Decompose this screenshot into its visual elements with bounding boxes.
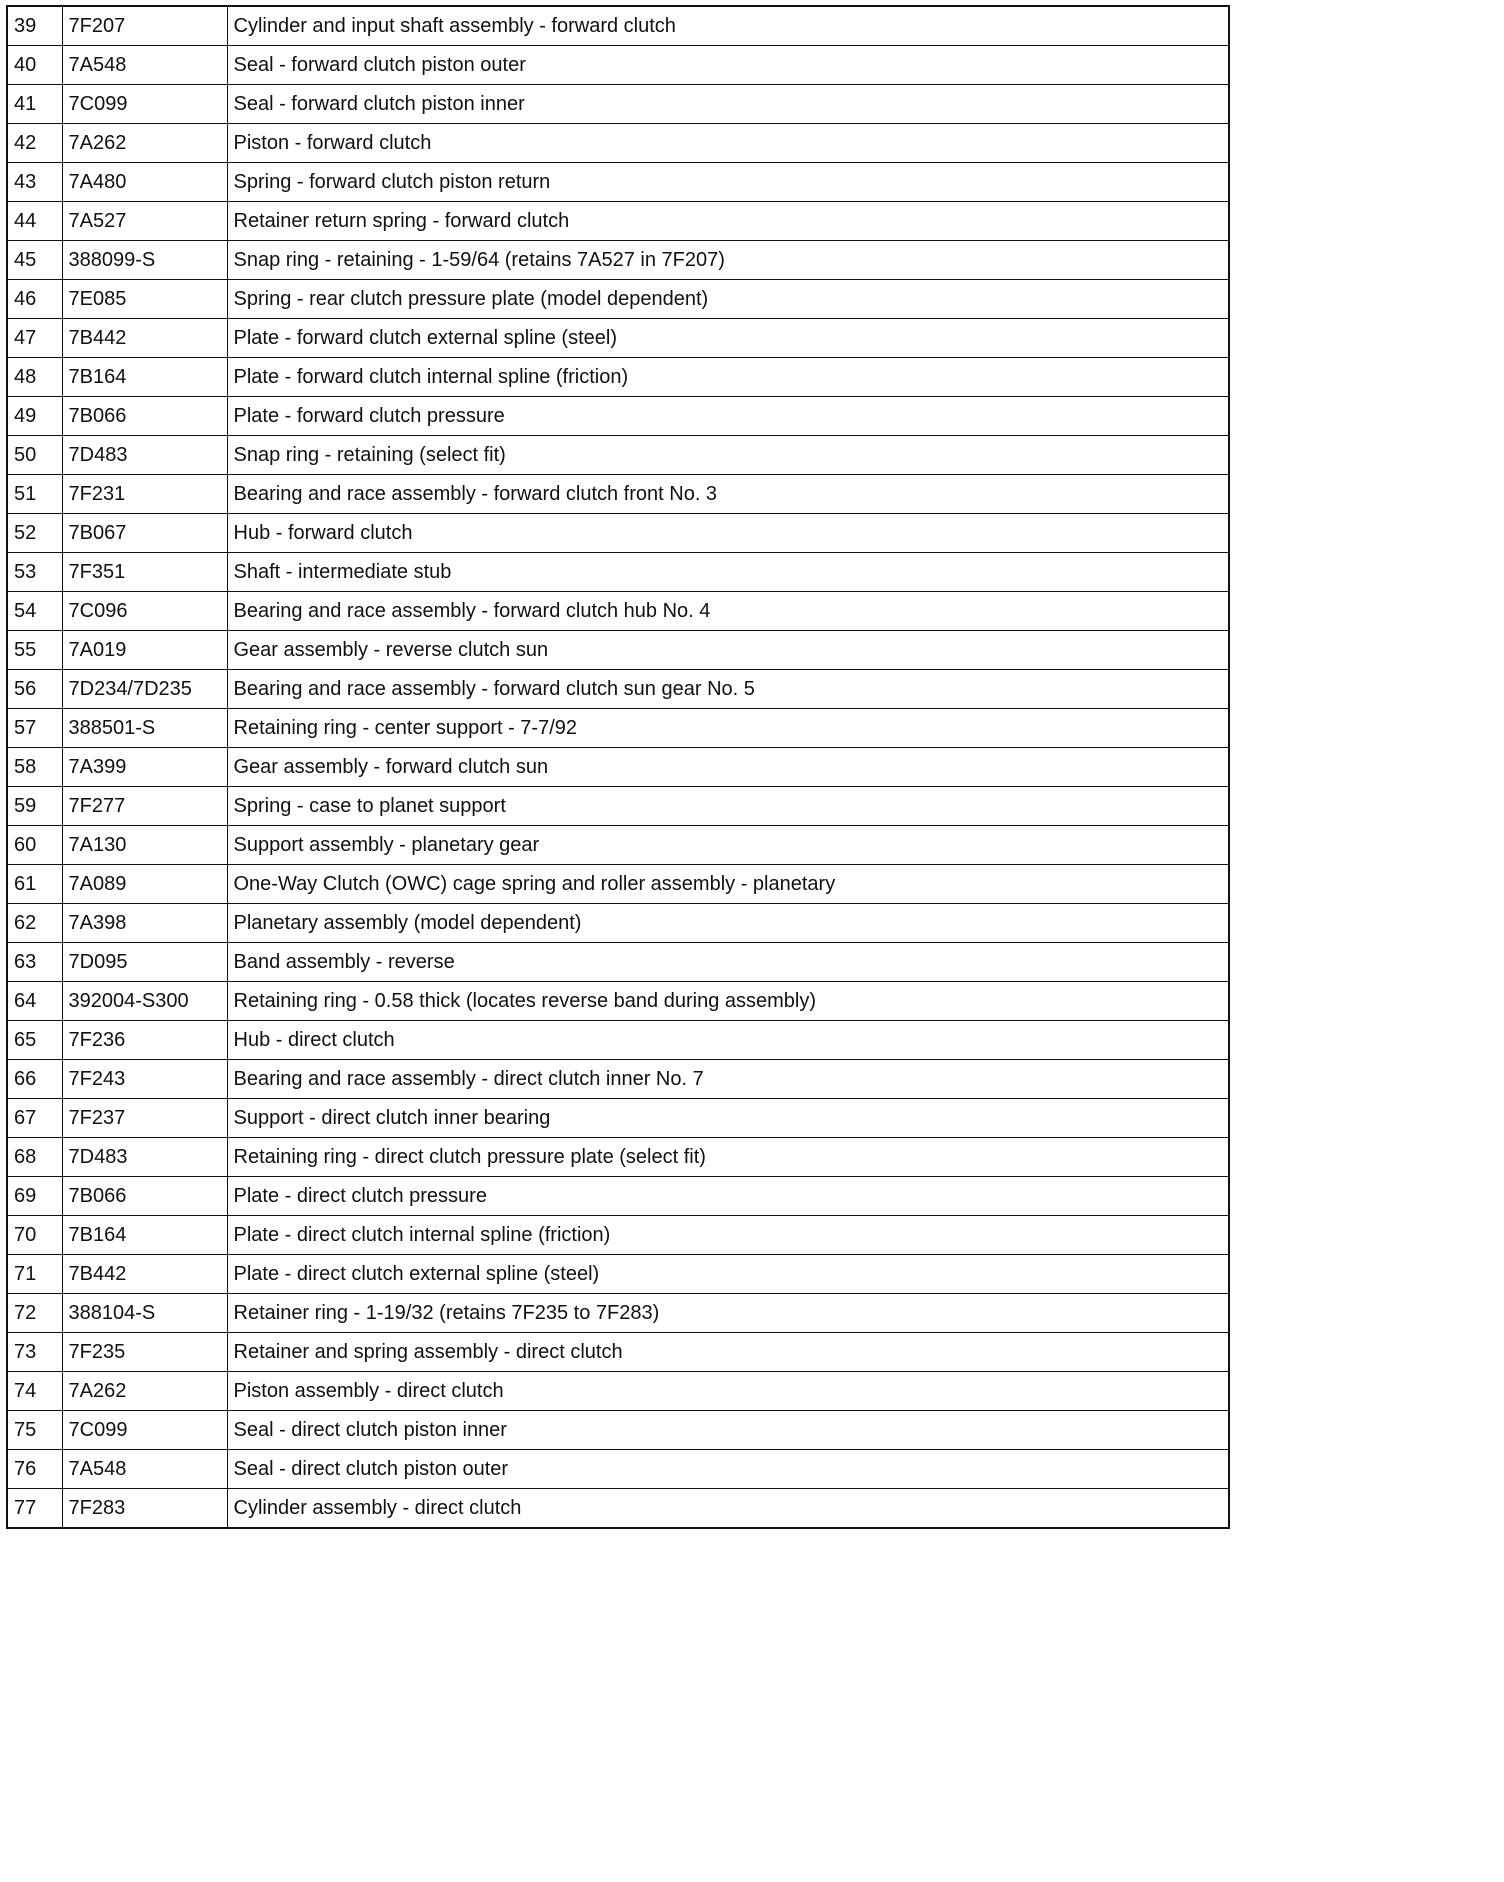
description-cell: Support assembly - planetary gear (227, 826, 1229, 865)
part-number-cell: 7A019 (62, 631, 227, 670)
item-number-cell: 72 (7, 1294, 62, 1333)
part-number-cell: 7C099 (62, 1411, 227, 1450)
item-number-cell: 69 (7, 1177, 62, 1216)
part-number-cell: 7F207 (62, 6, 227, 46)
item-number-cell: 54 (7, 592, 62, 631)
description-cell: Retainer ring - 1-19/32 (retains 7F235 to 7F283) (227, 1294, 1229, 1333)
table-row (7, 1138, 1229, 1177)
table-row (7, 436, 1229, 475)
table-row (7, 787, 1229, 826)
part-number-cell: 7F237 (62, 1099, 227, 1138)
part-number-cell: 7E085 (62, 280, 227, 319)
part-number-cell: 7D095 (62, 943, 227, 982)
part-number-cell: 388501-S (62, 709, 227, 748)
part-number-cell: 7B066 (62, 397, 227, 436)
description-cell: Plate - forward clutch pressure (227, 397, 1229, 436)
table-row (7, 709, 1229, 748)
part-number-cell: 7A548 (62, 46, 227, 85)
description-cell: Cylinder assembly - direct clutch (227, 1489, 1229, 1529)
item-number-cell: 70 (7, 1216, 62, 1255)
description-cell: Gear assembly - forward clutch sun (227, 748, 1229, 787)
description-cell: Hub - direct clutch (227, 1021, 1229, 1060)
table-row (7, 631, 1229, 670)
item-number-cell: 49 (7, 397, 62, 436)
table-row (7, 904, 1229, 943)
description-cell: Piston assembly - direct clutch (227, 1372, 1229, 1411)
table-row (7, 514, 1229, 553)
description-cell: Retaining ring - center support - 7-7/92 (227, 709, 1229, 748)
description-cell: Snap ring - retaining - 1-59/64 (retains 7A527 in 7F207) (227, 241, 1229, 280)
part-number-cell: 7B442 (62, 319, 227, 358)
item-number-cell: 51 (7, 475, 62, 514)
item-number-cell: 61 (7, 865, 62, 904)
part-number-cell: 7B164 (62, 358, 227, 397)
description-cell: Spring - rear clutch pressure plate (model dependent) (227, 280, 1229, 319)
description-cell: Bearing and race assembly - direct clutch inner No. 7 (227, 1060, 1229, 1099)
item-number-cell: 45 (7, 241, 62, 280)
table-row (7, 1372, 1229, 1411)
description-cell: Bearing and race assembly - forward clutch front No. 3 (227, 475, 1229, 514)
item-number-cell: 47 (7, 319, 62, 358)
item-number-cell: 67 (7, 1099, 62, 1138)
part-number-cell: 7F231 (62, 475, 227, 514)
item-number-cell: 46 (7, 280, 62, 319)
part-number-cell: 7C099 (62, 85, 227, 124)
table-row (7, 865, 1229, 904)
table-row (7, 475, 1229, 514)
table-row (7, 319, 1229, 358)
part-number-cell: 7A262 (62, 124, 227, 163)
description-cell: Spring - forward clutch piston return (227, 163, 1229, 202)
item-number-cell: 63 (7, 943, 62, 982)
item-number-cell: 42 (7, 124, 62, 163)
part-number-cell: 7F243 (62, 1060, 227, 1099)
item-number-cell: 59 (7, 787, 62, 826)
item-number-cell: 65 (7, 1021, 62, 1060)
description-cell: Seal - forward clutch piston outer (227, 46, 1229, 85)
part-number-cell: 7D234/7D235 (62, 670, 227, 709)
item-number-cell: 52 (7, 514, 62, 553)
part-number-cell: 7B067 (62, 514, 227, 553)
item-number-cell: 74 (7, 1372, 62, 1411)
item-number-cell: 58 (7, 748, 62, 787)
description-cell: Plate - direct clutch pressure (227, 1177, 1229, 1216)
table-row (7, 1216, 1229, 1255)
item-number-cell: 44 (7, 202, 62, 241)
part-number-cell: 7A399 (62, 748, 227, 787)
description-cell: Bearing and race assembly - forward clutch hub No. 4 (227, 592, 1229, 631)
table-row (7, 1177, 1229, 1216)
description-cell: Seal - direct clutch piston outer (227, 1450, 1229, 1489)
item-number-cell: 75 (7, 1411, 62, 1450)
item-number-cell: 48 (7, 358, 62, 397)
item-number-cell: 62 (7, 904, 62, 943)
item-number-cell: 77 (7, 1489, 62, 1529)
item-number-cell: 53 (7, 553, 62, 592)
item-number-cell: 66 (7, 1060, 62, 1099)
table-row (7, 397, 1229, 436)
item-number-cell: 57 (7, 709, 62, 748)
description-cell: Spring - case to planet support (227, 787, 1229, 826)
part-number-cell: 7F351 (62, 553, 227, 592)
description-cell: Seal - forward clutch piston inner (227, 85, 1229, 124)
table-row (7, 670, 1229, 709)
description-cell: Plate - forward clutch external spline (steel) (227, 319, 1229, 358)
table-row (7, 124, 1229, 163)
part-number-cell: 7F235 (62, 1333, 227, 1372)
description-cell: Planetary assembly (model dependent) (227, 904, 1229, 943)
description-cell: Hub - forward clutch (227, 514, 1229, 553)
table-row (7, 280, 1229, 319)
item-number-cell: 43 (7, 163, 62, 202)
table-row (7, 1489, 1229, 1529)
part-number-cell: 7B066 (62, 1177, 227, 1216)
part-number-cell: 7F236 (62, 1021, 227, 1060)
parts-table (6, 5, 1230, 1529)
description-cell: Retaining ring - direct clutch pressure plate (select fit) (227, 1138, 1229, 1177)
part-number-cell: 7A548 (62, 1450, 227, 1489)
table-row (7, 1411, 1229, 1450)
table-row (7, 241, 1229, 280)
description-cell: Support - direct clutch inner bearing (227, 1099, 1229, 1138)
table-row (7, 826, 1229, 865)
part-number-cell: 7F283 (62, 1489, 227, 1529)
description-cell: Plate - direct clutch external spline (steel) (227, 1255, 1229, 1294)
table-row (7, 748, 1229, 787)
description-cell: Piston - forward clutch (227, 124, 1229, 163)
part-number-cell: 7A527 (62, 202, 227, 241)
description-cell: Plate - forward clutch internal spline (friction) (227, 358, 1229, 397)
description-cell: Retaining ring - 0.58 thick (locates reverse band during assembly) (227, 982, 1229, 1021)
table-row (7, 1060, 1229, 1099)
table-row (7, 163, 1229, 202)
part-number-cell: 388104-S (62, 1294, 227, 1333)
part-number-cell: 7B164 (62, 1216, 227, 1255)
part-number-cell: 7D483 (62, 436, 227, 475)
item-number-cell: 68 (7, 1138, 62, 1177)
part-number-cell: 7C096 (62, 592, 227, 631)
item-number-cell: 41 (7, 85, 62, 124)
item-number-cell: 64 (7, 982, 62, 1021)
item-number-cell: 56 (7, 670, 62, 709)
table-row (7, 6, 1229, 46)
description-cell: Shaft - intermediate stub (227, 553, 1229, 592)
description-cell: Bearing and race assembly - forward clutch sun gear No. 5 (227, 670, 1229, 709)
item-number-cell: 60 (7, 826, 62, 865)
item-number-cell: 40 (7, 46, 62, 85)
item-number-cell: 55 (7, 631, 62, 670)
part-number-cell: 7F277 (62, 787, 227, 826)
description-cell: Cylinder and input shaft assembly - forward clutch (227, 6, 1229, 46)
description-cell: Seal - direct clutch piston inner (227, 1411, 1229, 1450)
description-cell: Snap ring - retaining (select fit) (227, 436, 1229, 475)
part-number-cell: 7A089 (62, 865, 227, 904)
table-row (7, 202, 1229, 241)
table-row (7, 46, 1229, 85)
table-row (7, 553, 1229, 592)
table-row (7, 1333, 1229, 1372)
item-number-cell: 50 (7, 436, 62, 475)
description-cell: Retainer and spring assembly - direct clutch (227, 1333, 1229, 1372)
description-cell: Gear assembly - reverse clutch sun (227, 631, 1229, 670)
table-row (7, 1099, 1229, 1138)
description-cell: Band assembly - reverse (227, 943, 1229, 982)
table-row (7, 1255, 1229, 1294)
part-number-cell: 7A480 (62, 163, 227, 202)
item-number-cell: 71 (7, 1255, 62, 1294)
item-number-cell: 76 (7, 1450, 62, 1489)
part-number-cell: 7B442 (62, 1255, 227, 1294)
table-row (7, 1294, 1229, 1333)
table-row (7, 943, 1229, 982)
table-row (7, 592, 1229, 631)
part-number-cell: 7A262 (62, 1372, 227, 1411)
part-number-cell: 7D483 (62, 1138, 227, 1177)
table-row (7, 1450, 1229, 1489)
part-number-cell: 7A398 (62, 904, 227, 943)
table-row (7, 85, 1229, 124)
part-number-cell: 388099-S (62, 241, 227, 280)
parts-table-body (7, 6, 1229, 1528)
table-row (7, 358, 1229, 397)
description-cell: One-Way Clutch (OWC) cage spring and roller assembly - planetary (227, 865, 1229, 904)
item-number-cell: 73 (7, 1333, 62, 1372)
table-row (7, 982, 1229, 1021)
table-row (7, 1021, 1229, 1060)
part-number-cell: 392004-S300 (62, 982, 227, 1021)
description-cell: Plate - direct clutch internal spline (friction) (227, 1216, 1229, 1255)
part-number-cell: 7A130 (62, 826, 227, 865)
item-number-cell: 39 (7, 6, 62, 46)
description-cell: Retainer return spring - forward clutch (227, 202, 1229, 241)
